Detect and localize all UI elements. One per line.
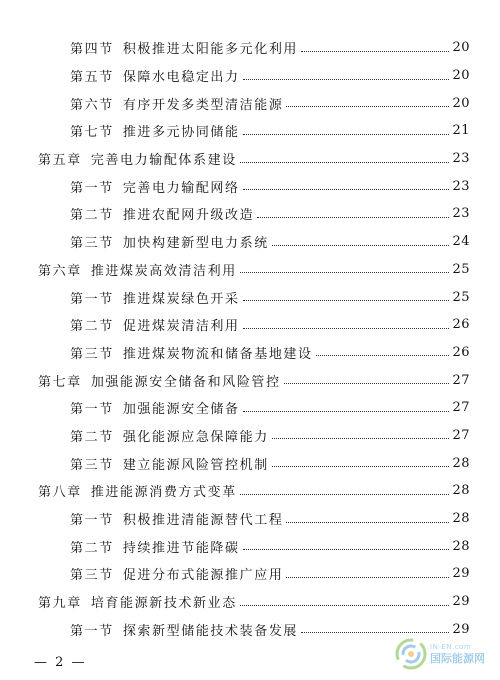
toc-page-number: 25 — [452, 289, 470, 305]
toc-chapter-row — [38, 145, 470, 173]
in-en-logo-icon — [394, 637, 428, 671]
toc-chapter-row — [38, 588, 470, 616]
toc-page-number: 28 — [452, 511, 470, 527]
toc-dot-leader — [286, 105, 449, 107]
toc-section-row — [38, 62, 470, 90]
toc-label — [70, 509, 283, 528]
toc-dot-leader — [240, 161, 450, 163]
toc-entry-title: 完善电力输配体系建设 — [90, 153, 237, 169]
toc-entry-number: 第六章 — [38, 263, 82, 279]
toc-entry-title: 积极推进太阳能多元化利用 — [122, 42, 299, 58]
toc-entry-title: 推进煤炭物流和储备基地建设 — [122, 346, 313, 362]
toc-dot-leader — [257, 216, 449, 218]
toc-label — [38, 592, 237, 611]
toc-entry-number: 第二节 — [70, 540, 114, 556]
toc-page-number: 21 — [452, 123, 470, 139]
toc-dot-leader — [272, 244, 450, 246]
toc-label — [70, 66, 240, 85]
toc-entry-number: 第三节 — [70, 236, 114, 252]
toc-entry-title: 加快构建新型电力系统 — [122, 236, 269, 252]
toc-entry-title: 加强能源安全储备和风险管控 — [90, 374, 281, 390]
toc-section-row — [38, 200, 470, 228]
toc-entry-title: 推进煤炭高效清洁利用 — [90, 263, 237, 279]
toc-label — [70, 38, 298, 57]
toc-label — [38, 371, 281, 390]
toc-section-row — [38, 283, 470, 311]
toc-entry-number: 第二节 — [70, 429, 114, 445]
toc-page-number: 20 — [452, 40, 470, 56]
toc-dot-leader — [240, 604, 450, 606]
toc-entry-number: 第九章 — [38, 596, 82, 612]
toc-entry-number: 第一节 — [70, 623, 114, 639]
toc-dot-leader — [243, 327, 450, 329]
toc-label — [70, 426, 269, 445]
toc-section-row — [38, 311, 470, 339]
toc-entry-number: 第一节 — [70, 402, 114, 418]
toc-chapter-row — [38, 366, 470, 394]
toc-label — [70, 315, 240, 334]
toc-dot-leader — [284, 382, 450, 384]
toc-page-number: 23 — [452, 206, 470, 222]
toc-chapter-row — [38, 256, 470, 284]
toc-label — [70, 343, 313, 362]
toc-dot-leader — [240, 493, 450, 495]
toc-dot-leader — [243, 78, 450, 80]
toc-dot-leader — [316, 354, 450, 356]
toc-page-number: 26 — [452, 317, 470, 333]
toc-label — [70, 398, 240, 417]
toc-entry-number: 第三节 — [70, 457, 114, 473]
toc-chapter-row — [38, 477, 470, 505]
toc-dot-leader — [240, 271, 450, 273]
toc-page-number: 23 — [452, 178, 470, 194]
toc-entry-title: 持续推进节能降碳 — [122, 540, 240, 556]
toc-entry-number: 第二节 — [70, 319, 114, 335]
toc-entry-number: 第六节 — [70, 97, 114, 113]
toc-label — [38, 149, 237, 168]
toc-entry-title: 积极推进清能源替代工程 — [122, 513, 284, 529]
toc-label — [38, 481, 237, 500]
toc-entry-number: 第三节 — [70, 346, 114, 362]
toc-entry-number: 第七章 — [38, 374, 82, 390]
toc-section-row — [38, 532, 470, 560]
toc-entry-number: 第八章 — [38, 485, 82, 501]
watermark — [394, 634, 494, 674]
toc-entry-title: 促进煤炭清洁利用 — [122, 319, 240, 335]
toc-entry-number: 第四节 — [70, 42, 114, 58]
toc-label — [38, 260, 237, 279]
toc-page-number: 27 — [452, 372, 470, 388]
toc-entry-title: 促进分布式能源推广应用 — [122, 568, 284, 584]
toc-entry-number: 第一节 — [70, 513, 114, 529]
toc-entry-title: 建立能源风险管控机制 — [122, 457, 269, 473]
toc-entry-number: 第二节 — [70, 208, 114, 224]
toc-entry-number: 第五章 — [38, 153, 82, 169]
toc-page-number: 29 — [452, 566, 470, 582]
toc-section-row — [38, 394, 470, 422]
toc-section-row — [38, 449, 470, 477]
toc-dot-leader — [301, 50, 449, 52]
toc-label — [70, 620, 298, 639]
toc-section-row — [38, 34, 470, 62]
toc-page-number: 23 — [452, 151, 470, 167]
toc-section-row — [38, 172, 470, 200]
toc-page-number: 29 — [452, 621, 470, 637]
toc-section-row — [38, 339, 470, 367]
toc-dot-leader — [243, 410, 450, 412]
toc-entry-number: 第五节 — [70, 70, 114, 86]
toc-section-row — [38, 228, 470, 256]
toc-page-number: 29 — [452, 594, 470, 610]
toc-label — [70, 204, 254, 223]
toc-entry-title: 保障水电稳定出力 — [122, 70, 240, 86]
toc-dot-leader — [272, 437, 450, 439]
toc-entry-number: 第七节 — [70, 125, 114, 141]
toc-entry-title: 推进能源消费方式变革 — [90, 485, 237, 501]
toc-dot-leader — [272, 465, 450, 467]
toc-entry-title: 培育能源新技术新业态 — [90, 596, 237, 612]
toc-entry-number: 第一节 — [70, 180, 114, 196]
toc-entry-number: 第三节 — [70, 568, 114, 584]
toc-section-row — [38, 89, 470, 117]
toc-page-number: 27 — [452, 427, 470, 443]
toc-dot-leader — [243, 548, 450, 550]
toc-section-row — [38, 422, 470, 450]
toc-entry-title: 探索新型储能技术装备发展 — [122, 623, 299, 639]
toc-entry-title: 完善电力输配网络 — [122, 180, 240, 196]
toc-page-number: 28 — [452, 483, 470, 499]
toc-entry-number: 第一节 — [70, 291, 114, 307]
toc-label — [70, 121, 240, 140]
toc-label — [70, 232, 269, 251]
toc-label — [70, 454, 269, 473]
watermark-url: IN-EN.com — [430, 643, 472, 651]
toc-page-number: 28 — [452, 455, 470, 471]
toc-entry-title: 有序开发多类型清洁能源 — [122, 97, 284, 113]
toc-page-number: 24 — [452, 234, 470, 250]
toc-page-number: 20 — [452, 68, 470, 84]
watermark-name: 国际能源网 — [430, 652, 485, 665]
toc-page-number: 27 — [452, 400, 470, 416]
toc-entry-title: 强化能源应急保障能力 — [122, 429, 269, 445]
toc-label — [70, 564, 283, 583]
toc-entry-title: 推进多元协同储能 — [122, 125, 240, 141]
toc-page-number: 25 — [452, 261, 470, 277]
toc-section-row — [38, 505, 470, 533]
toc-dot-leader — [243, 299, 450, 301]
toc-page-number: 28 — [452, 538, 470, 554]
toc-dot-leader — [243, 133, 450, 135]
toc-entry-title: 推进农配网升级改造 — [122, 208, 255, 224]
toc-page-number: 20 — [452, 95, 470, 111]
toc-dot-leader — [301, 631, 449, 633]
page-number: — 2 — — [34, 655, 87, 670]
toc-dot-leader — [286, 521, 449, 523]
toc-label — [70, 288, 240, 307]
toc-entry-title: 推进煤炭绿色开采 — [122, 291, 240, 307]
table-of-contents — [38, 34, 470, 643]
toc-section-row — [38, 117, 470, 145]
toc-section-row — [38, 560, 470, 588]
toc-label — [70, 177, 240, 196]
toc-page-number: 26 — [452, 344, 470, 360]
toc-label — [70, 94, 283, 113]
toc-dot-leader — [243, 188, 450, 190]
toc-entry-title: 加强能源安全储备 — [122, 402, 240, 418]
toc-dot-leader — [286, 576, 449, 578]
toc-label — [70, 537, 240, 556]
